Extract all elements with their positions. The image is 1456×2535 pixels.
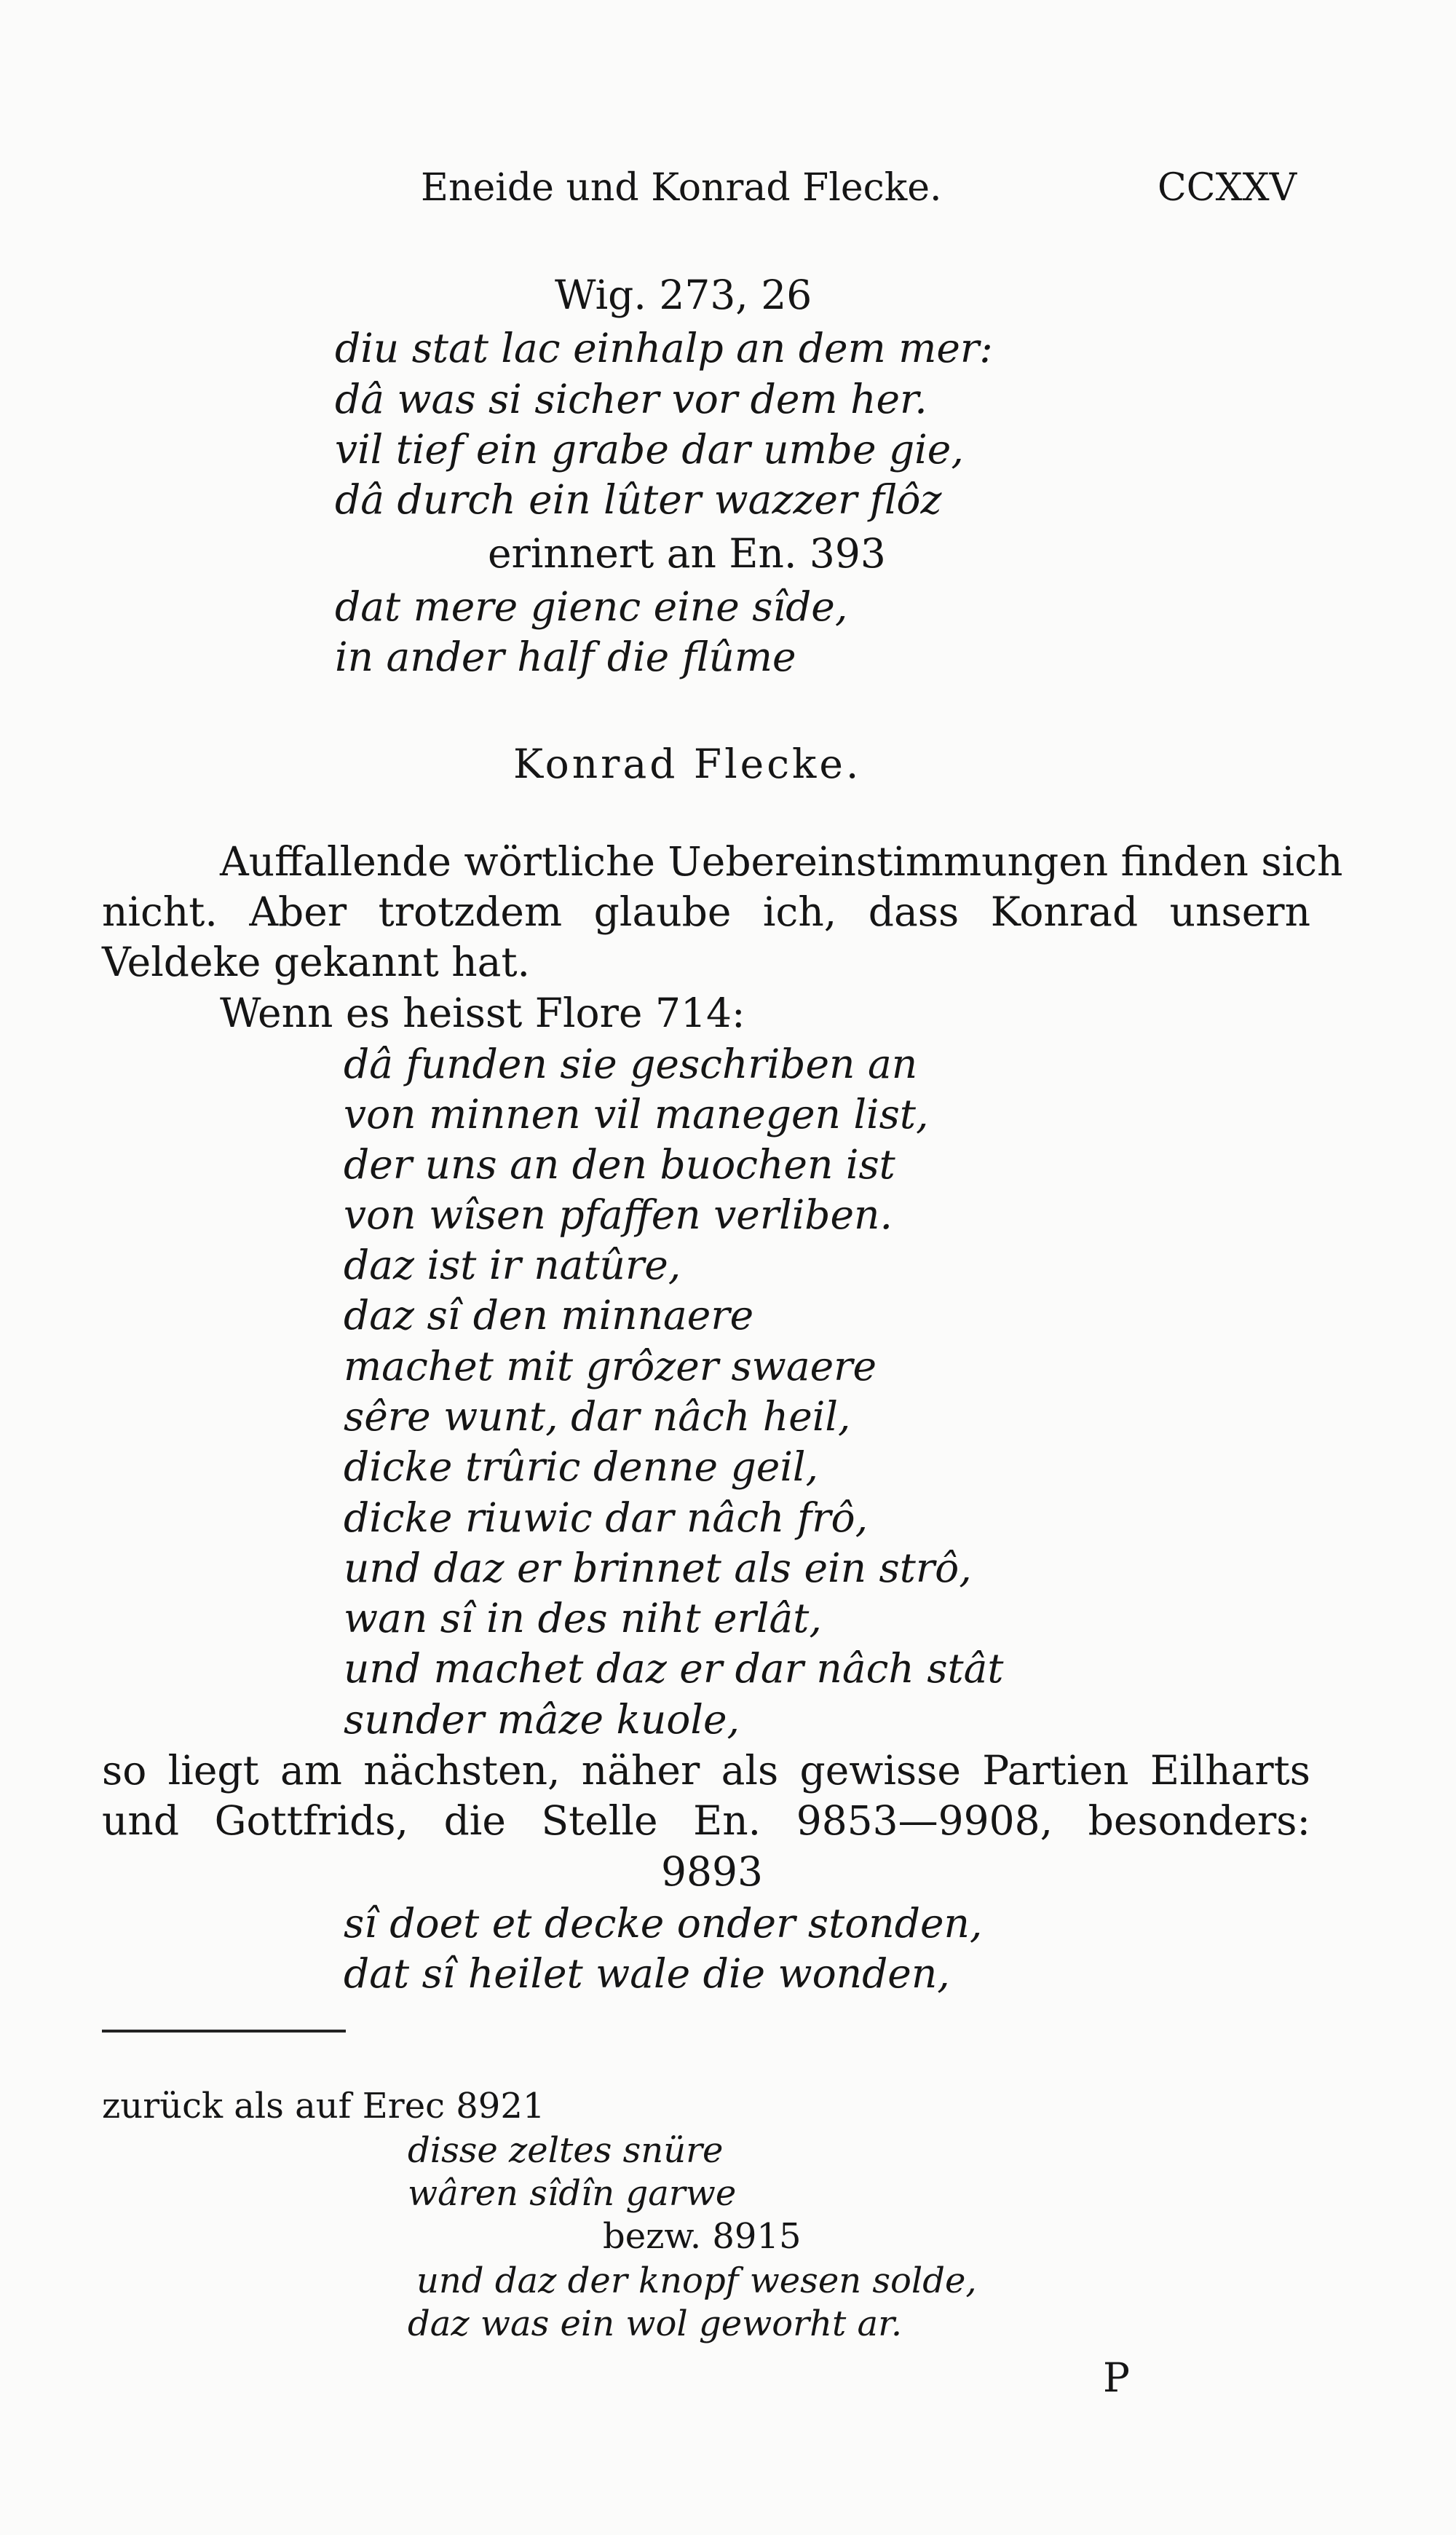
- wig-reference: Wig. 273, 26: [555, 272, 812, 318]
- paragraph-line: und Gottfrids, die Stelle En. 9853—9908, besonders:: [102, 1797, 1310, 1844]
- flore-intro: Wenn es heisst Flore 714:: [220, 990, 745, 1036]
- verse-line: dat mere gienc eine sîde,: [335, 583, 848, 630]
- paragraph-line: Veldeke gekannt hat.: [102, 939, 531, 985]
- verse-line: der uns an den buochen ist: [344, 1141, 895, 1188]
- verse-line: sêre wunt, dar nâch heil,: [344, 1393, 851, 1440]
- footnote-rule: [102, 2030, 346, 2033]
- erinnert-line: erinnert an En. 393: [488, 530, 886, 577]
- footnote-verse: wâren sîdîn garwe: [408, 2173, 737, 2214]
- verse-line: daz ist ir natûre,: [344, 1242, 681, 1288]
- verse-line: von wîsen pfaffen verliben.: [344, 1191, 893, 1238]
- verse-line: sî doet et decke onder stonden,: [344, 1900, 983, 1947]
- footnote-verse: disse zeltes snüre: [408, 2130, 724, 2171]
- verse-line: machet mit grôzer swaere: [344, 1343, 877, 1389]
- verse-line: dat sî heilet wale die wonden,: [344, 1950, 950, 1997]
- signature-mark: P: [1103, 2354, 1131, 2401]
- page-number: CCXXV: [1158, 166, 1297, 210]
- verse-line: dicke riuwic dar nâch frô,: [344, 1494, 869, 1541]
- verse-line: in ander half die flûme: [335, 634, 796, 680]
- verse-line: von minnen vil manegen list,: [344, 1091, 929, 1138]
- footnote-intro: zurück als auf Erec 8921: [102, 2086, 545, 2126]
- verse-line: und machet daz er dar nâch stât: [344, 1645, 1004, 1692]
- running-title: Eneide und Konrad Flecke.: [421, 166, 942, 210]
- en-reference: 9893: [661, 1848, 763, 1895]
- verse-line: diu stat lac einhalp an dem mer:: [335, 325, 993, 371]
- verse-line: vil tief ein grabe dar umbe gie,: [335, 426, 964, 473]
- verse-line: und daz er brinnet als ein strô,: [344, 1545, 972, 1591]
- footnote-verse: daz was ein wol geworht ar.: [408, 2303, 903, 2344]
- paragraph-line: so liegt am nächsten, näher als gewisse Partien Eilharts: [102, 1747, 1310, 1794]
- verse-line: dicke trûric denne geil,: [344, 1443, 818, 1490]
- paragraph-line: nicht. Aber trotzdem glaube ich, dass Konrad unsern: [102, 888, 1310, 935]
- verse-line: dâ was si sicher vor dem her.: [335, 376, 927, 422]
- verse-line: sunder mâze kuole,: [344, 1696, 740, 1743]
- verse-line: daz sî den minnaere: [344, 1292, 754, 1339]
- footnote-bezw: bezw. 8915: [603, 2216, 802, 2257]
- section-heading: Konrad Flecke.: [513, 741, 862, 787]
- verse-line: wan sî in des niht erlât,: [344, 1595, 822, 1641]
- footnote-verse: und daz der knopf wesen solde,: [416, 2260, 977, 2301]
- paragraph-line: Auffallende wörtliche Uebereinstimmungen finden sich: [220, 838, 1343, 885]
- verse-line: dâ durch ein lûter wazzer flôz: [335, 476, 942, 523]
- verse-line: dâ funden sie geschriben an: [344, 1041, 918, 1087]
